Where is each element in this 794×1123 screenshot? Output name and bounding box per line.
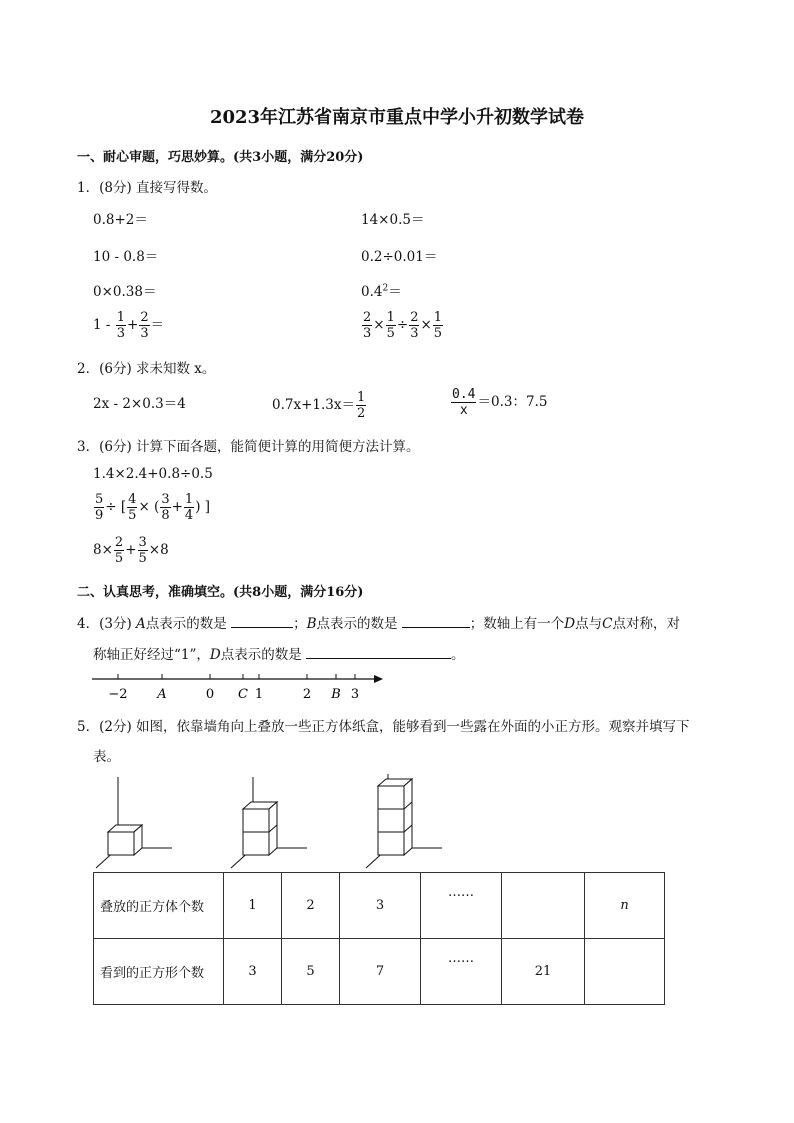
table-row bbox=[94, 939, 665, 1005]
section-1-heading: 一、耐心审题，巧思妙算。(共3小题，满分20分) bbox=[77, 150, 364, 165]
table-cell: 看到的正方形个数 bbox=[94, 939, 224, 1005]
axis-label: C bbox=[238, 687, 248, 702]
table-cell: 1 bbox=[224, 873, 282, 939]
table-cell: 2 bbox=[282, 873, 340, 939]
answer-cell[interactable] bbox=[585, 939, 665, 1005]
question-3-heading: 3．(6分) 计算下面各题，能简便计算的用简便方法计算。 bbox=[77, 439, 420, 455]
q1-item: $0.4^2=$ bbox=[361, 283, 402, 300]
axis-label: A bbox=[157, 687, 167, 702]
q2-equation-1: 2x - 2×0.3＝4 bbox=[93, 396, 186, 412]
cube-stack-2 bbox=[231, 777, 307, 868]
axis-arrow bbox=[374, 675, 383, 683]
axis-label: 0 bbox=[205, 687, 215, 702]
table-cell: 3 bbox=[224, 939, 282, 1005]
table-row bbox=[94, 873, 665, 939]
axis-label: B bbox=[331, 687, 341, 702]
q1-item: 0×0.38＝ bbox=[93, 284, 157, 300]
q1-item: 0.2÷0.01＝ bbox=[361, 249, 438, 265]
answer-blank-b[interactable] bbox=[402, 614, 470, 628]
table-cell: 3 bbox=[340, 873, 421, 939]
q2-equation-3: $\frac{0.4}{x}$ ＝0.3：7.5 bbox=[452, 387, 548, 418]
question-4-line-2: 称轴正好经过“1”，D点表示的数是 。 bbox=[93, 647, 465, 663]
q2-equation-2: 0.7x+1.3x＝ $\frac{1}{2}$ bbox=[272, 390, 366, 421]
axis-label: 1 bbox=[254, 687, 264, 702]
question-1-heading: 1．(8分) 直接写得数。 bbox=[77, 180, 218, 196]
question-5-heading: 5．(2分) 如图，依靠墙角向上叠放一些正方体纸盒，能够看到一些露在外面的小正方形。观察并填写下 bbox=[77, 719, 690, 735]
q5-table bbox=[93, 872, 665, 1005]
axis-label: 3 bbox=[350, 687, 360, 702]
axis-label: 2 bbox=[302, 687, 312, 702]
q3-expr-2: $\frac{5}{9}$ ÷ [ $\frac{4}{5}$ × ( $\frac{3}{8}$ + $\frac{1}{4}$ ) ] bbox=[95, 492, 211, 523]
page-title: 2023年江苏省南京市重点中学小升初数学试卷 bbox=[209, 107, 585, 128]
answer-cell[interactable] bbox=[502, 873, 585, 939]
table-cell: …… bbox=[421, 873, 502, 939]
answer-blank-a[interactable] bbox=[231, 614, 293, 628]
table-cell: 7 bbox=[340, 939, 421, 1005]
table-cell: 21 bbox=[502, 939, 585, 1005]
answer-blank-d[interactable] bbox=[306, 645, 451, 659]
q1-fraction-expr-1: 1 - $\frac{1}{3}$ + $\frac{2}{3}$ ＝ bbox=[93, 310, 165, 341]
q3-expr-1: 1.4×2.4+0.8÷0.5 bbox=[93, 466, 213, 482]
question-2-heading: 2．(6分) 求未知数 x。 bbox=[77, 361, 216, 377]
cube-stack-3 bbox=[366, 774, 442, 868]
q1-fraction-expr-2: $\frac{2}{3}$ × $\frac{1}{5}$ ÷ $\frac{2}{3}$ × $\frac{1}{5}$ bbox=[363, 310, 443, 341]
number-line bbox=[90, 668, 390, 704]
cube-stack-1 bbox=[96, 777, 172, 868]
question-5-heading-2: 表。 bbox=[93, 749, 120, 765]
table-cell: 叠放的正方体个数 bbox=[94, 873, 224, 939]
table-cell: 5 bbox=[282, 939, 340, 1005]
section-2-heading: 二、认真思考，准确填空。(共8小题，满分16分) bbox=[77, 585, 364, 600]
q3-expr-3: 8× $\frac{2}{5}$ + $\frac{3}{5}$ ×8 bbox=[93, 535, 169, 566]
q1-item: 0.8+2＝ bbox=[93, 212, 148, 228]
table-cell: …… bbox=[421, 939, 502, 1005]
q1-item: 14×0.5＝ bbox=[361, 212, 425, 228]
question-4-line-1: 4．(3分) A点表示的数是 ；B点表示的数是 ；数轴上有一个D点与C点对称，对 bbox=[77, 616, 680, 632]
table-cell: n bbox=[585, 873, 665, 939]
q1-item: 10 - 0.8＝ bbox=[93, 249, 159, 265]
axis-label: −2 bbox=[108, 687, 128, 702]
stacked-cubes-figure bbox=[90, 772, 450, 872]
